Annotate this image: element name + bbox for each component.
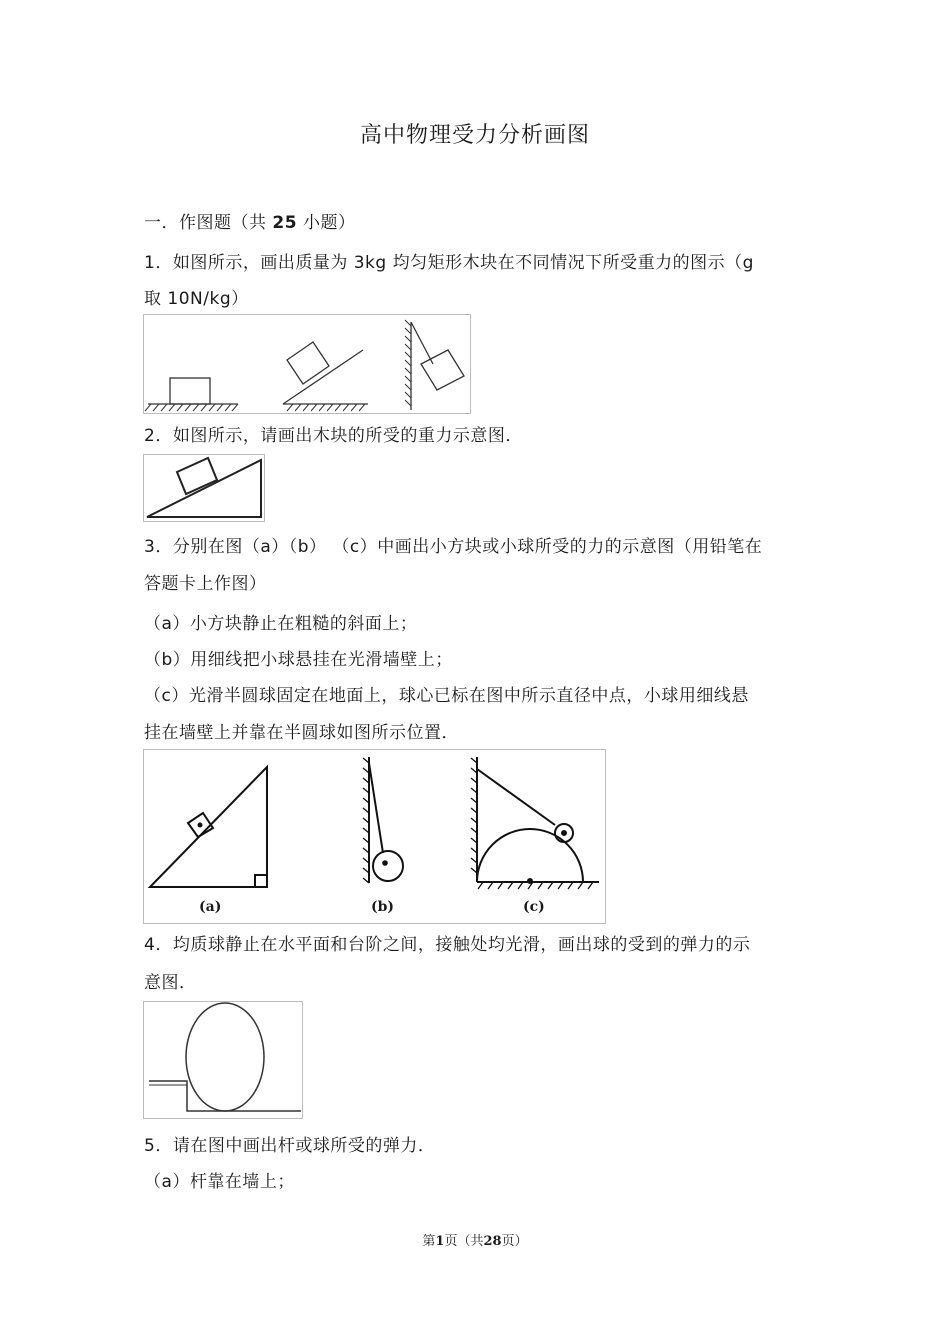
fig-label-c: (c) xyxy=(523,899,545,915)
fig-label-a: (a) xyxy=(199,899,222,915)
q3-line2: 答题卡上作图） xyxy=(144,574,267,594)
q1-figure xyxy=(143,314,471,414)
section-heading: 一．作图题（共 25 小题） xyxy=(144,213,356,233)
fig-label-b: (b) xyxy=(371,899,395,915)
q5-a: （a）杆靠在墙上； xyxy=(144,1172,295,1192)
q1-line2: 取 10N/kg） xyxy=(144,289,249,309)
q3-a: （a）小方块静止在粗糙的斜面上； xyxy=(144,614,418,634)
page-title: 高中物理受力分析画图 xyxy=(359,123,590,148)
q4-figure xyxy=(143,1001,303,1119)
q3-b: （b）用细线把小球悬挂在光滑墙壁上； xyxy=(144,650,453,670)
q1-line1: 1．如图所示，画出质量为 3kg 均匀矩形木块在不同情况下所受重力的图示（g xyxy=(144,253,754,273)
q3-figure xyxy=(143,749,606,924)
q4-line2: 意图． xyxy=(144,973,197,993)
q3-c1: （c）光滑半圆球固定在地面上，球心已标在图中所示直径中点，小球用细线悬 xyxy=(144,686,749,706)
q4-line1: 4．均质球静止在水平面和台阶之间，接触处均光滑，画出球的受到的弹力的示 xyxy=(144,935,751,955)
q2-line1: 2．如图所示，请画出木块的所受的重力示意图． xyxy=(144,426,523,446)
q2-figure xyxy=(143,454,265,522)
q3-line1: 3．分别在图（a）（b） （c）中画出小方块或小球所受的力的示意图（用铅笔在 xyxy=(144,537,763,557)
q3-c2: 挂在墙壁上并靠在半圆球如图所示位置． xyxy=(144,723,459,743)
page-footer: 第1页（共28页） xyxy=(422,1234,528,1249)
q5-line1: 5．请在图中画出杆或球所受的弹力． xyxy=(144,1136,436,1156)
